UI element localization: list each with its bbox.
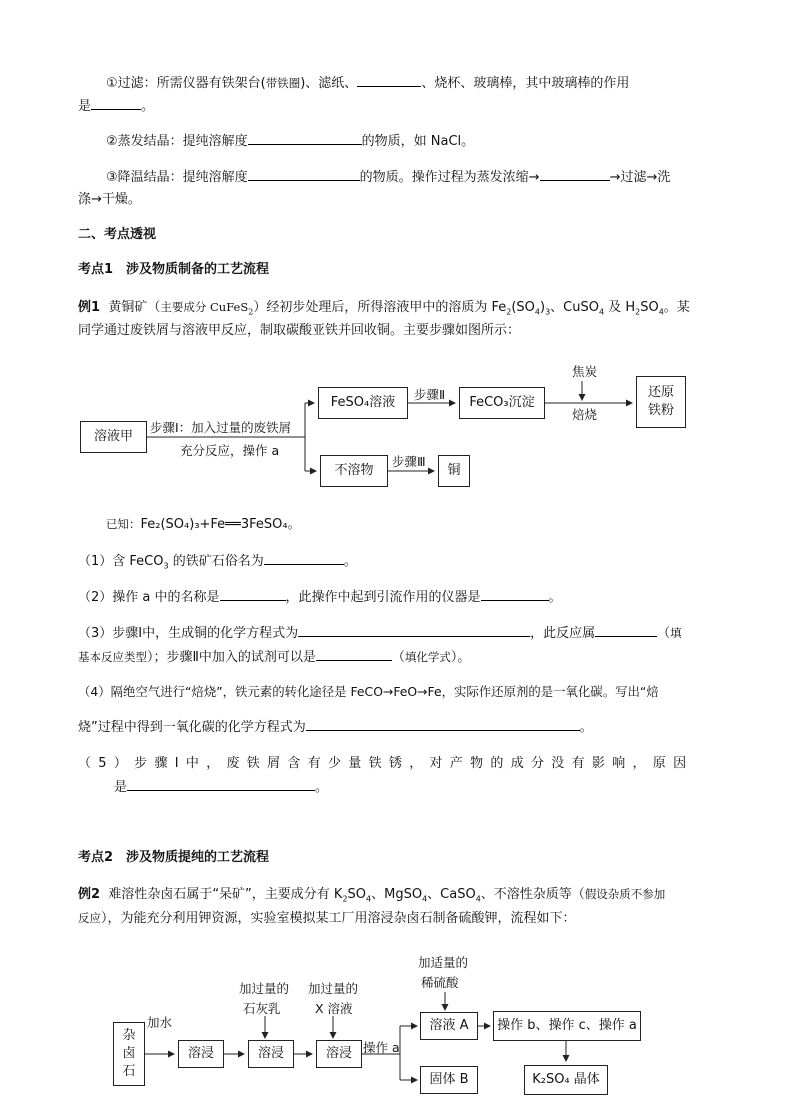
acid-label-2: 稀硫酸 — [421, 975, 459, 990]
example1-line2: 同学通过废铁屑与溶液甲反应，制取碳酸亚铁并回收铜。主要步骤如图所示： — [78, 323, 521, 338]
roast-label: 焙烧 — [572, 407, 598, 422]
add-water-label: 加水 — [147, 1015, 173, 1030]
question-1: （1）含 FeCO$_3$ 的铁矿石俗名为 。 — [78, 550, 357, 577]
blank-field[interactable] — [298, 622, 530, 637]
step3-label: 步骤Ⅲ — [392, 454, 426, 469]
box-feso4: FeSO₄溶液 — [318, 387, 408, 419]
question-4-line1: （4）隔绝空气进行“焙烧”，铁元素的转化途径是 FeCO→FeO→Fe，实际作还原剂的是一氧化碳。写出“焙 — [78, 684, 659, 699]
blank-field[interactable] — [127, 776, 315, 791]
operation-a-label: 操作 a — [363, 1040, 400, 1055]
question-5-line2: 是 。 — [114, 776, 328, 798]
box-solution-a: 溶液 A — [420, 1012, 478, 1040]
note-text: 带铁圈 — [265, 76, 301, 90]
box-operations: 操作 b、操作 c、操作 a — [493, 1011, 641, 1041]
lime-label-1: 加过量的 — [239, 981, 290, 996]
blank-field[interactable] — [595, 622, 657, 637]
step1-label-2: 充分反应，操作 a — [180, 443, 280, 458]
box-leach-1: 溶浸 — [178, 1040, 224, 1068]
blank-field[interactable] — [220, 586, 286, 601]
example2-line1: 例2 难溶性杂卤石属于“呆矿”，主要成分有 $K_2SO_4$、MgSO$_4$、CaSO$_4$、不溶性杂质等（假设杂质不参加 — [78, 887, 666, 904]
lime-label-2: 石灰乳 — [243, 1001, 281, 1016]
cooling-line-2: 涤→干燥。 — [78, 192, 141, 207]
question-2: （2）操作 a 中的名称是 ，此操作中起到引流作用的仪器是 。 — [78, 586, 562, 608]
known-equation: 已知：Fe₂(SO₄)₃+Fe══3FeSO₄。 — [106, 517, 301, 532]
box-reduced-iron: 还原 铁粉 — [636, 376, 686, 428]
coke-label: 焦炭 — [572, 364, 598, 379]
box-k2so4-crystal: K₂SO₄ 晶体 — [524, 1065, 608, 1095]
kp1-title: 考点1 涉及物质制备的工艺流程 — [78, 262, 270, 277]
step2-label: 步骤Ⅱ — [414, 387, 446, 402]
filtration-line: ①过滤：所需仪器有铁架台(带铁圈)、滤纸、 、烧杯、玻璃棒，其中玻璃棒的作用 — [106, 72, 629, 94]
blank-field[interactable] — [264, 550, 344, 565]
box-solid-b: 固体 B — [420, 1066, 478, 1094]
section-heading: 二、考点透视 — [78, 227, 157, 242]
kp2-title: 考点2 涉及物质提纯的工艺流程 — [78, 850, 270, 865]
box-solution-jia: 溶液甲 — [80, 421, 147, 453]
question-5-line1: （5）步骤Ⅰ中，废铁屑含有少量铁锈，对产物的成分没有影响，原因 — [78, 756, 694, 771]
example2-line2: 反应），为能充分利用钾资源，实验室模拟某工厂用溶浸杂卤石制备硫酸钾，流程如下： — [78, 911, 576, 926]
box-leach-2: 溶浸 — [248, 1040, 294, 1068]
question-4-line2: 烧”过程中得到一氧化碳的化学方程式为 。 — [78, 716, 593, 738]
question-3-line2: 基本反应类型）；步骤Ⅱ中加入的试剂可以是 （填化学式）。 — [78, 646, 470, 668]
blank-field[interactable] — [481, 586, 549, 601]
acid-label-1: 加适量的 — [418, 955, 469, 970]
box-ore: 杂 卤 石 — [113, 1022, 145, 1086]
box-leach-3: 溶浸 — [316, 1040, 362, 1068]
example1-line1: 例1 黄铜矿（主要成分 CuFeS$_2$）经初步处理后，所得溶液甲中的溶质为 $Fe_2(SO_4)_3$、CuSO$_4$ 及 $H_2SO_4$。某 — [78, 300, 690, 317]
box-copper: 铜 — [438, 455, 470, 487]
blank-field[interactable] — [306, 716, 580, 731]
x-solution-label-1: 加过量的 — [308, 981, 359, 996]
evaporation-line: ②蒸发结晶：提纯溶解度 的物质，如 NaCl。 — [106, 130, 474, 152]
x-solution-label-2: X 溶液 — [315, 1001, 353, 1016]
cooling-line: ③降温结晶：提纯溶解度 的物质。操作过程为蒸发浓缩→ →过滤→洗 — [106, 166, 670, 188]
filtration-line-2: 是 。 — [78, 95, 154, 117]
blank-field[interactable] — [316, 646, 392, 661]
question-3-line1: （3）步骤Ⅰ中，生成铜的化学方程式为 ，此反应属 （填 — [78, 622, 682, 644]
box-feco3: FeCO₃沉淀 — [459, 387, 545, 419]
step1-label-1: 步骤Ⅰ：加入过量的废铁屑 — [150, 420, 292, 435]
box-insoluble: 不溶物 — [320, 455, 388, 487]
